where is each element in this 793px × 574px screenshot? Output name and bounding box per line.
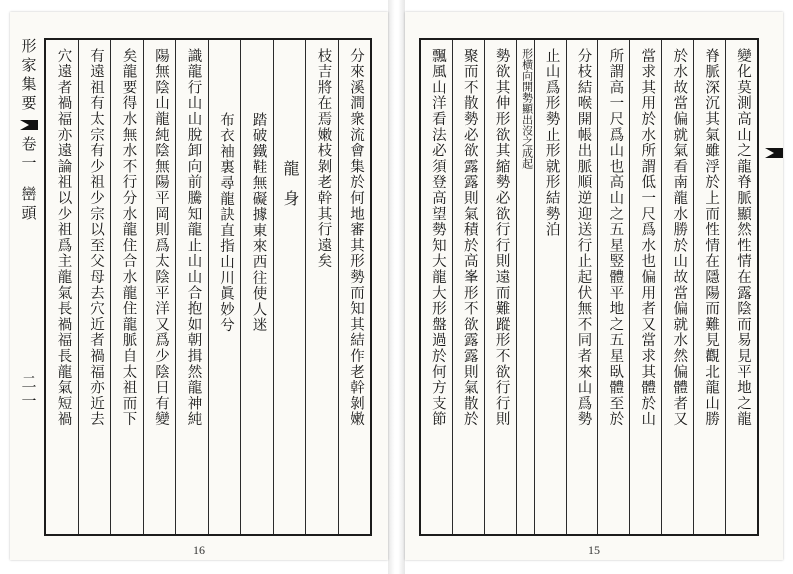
text-column: 分枝結喉開帳出脈順逆迎送行止起伏無不同者來山爲勢: [566, 40, 598, 534]
page-number: 16: [193, 543, 205, 557]
right-page: [405, 12, 783, 560]
section-heading-column: 龍身: [273, 40, 306, 534]
text-column: 止山爲形勢止形就形結勢泊: [534, 40, 566, 534]
folio-number: 二一: [19, 374, 38, 412]
text-column: 枝吉將在焉嫩枝剝老幹其行遠矣: [305, 40, 338, 534]
text-column: 飄風山洋看法必須登高望勢知大龍大形盤過於何方支節: [429, 48, 446, 428]
text-column: 於水故當偏就氣看南龍水勝於山故當偏就水然偏體者又: [661, 40, 693, 534]
page-number: 15: [588, 543, 600, 557]
text-column: 變化莫測高山之龍脊脈顯然性情在露陰而易見平地之龍: [725, 40, 757, 534]
text-column: 聚而不散勢必欲露露則氣積於高峯形不欲露露則氣散於: [452, 40, 484, 534]
fish-tail-mark-icon: [20, 120, 38, 130]
annotation-column: 形横向開勢顯出沒之成起: [516, 40, 534, 534]
volume-label: 卷一: [19, 136, 38, 174]
book-title: 形家集要: [19, 38, 38, 114]
right-text-frame: [419, 38, 759, 536]
fish-tail-mark-icon: [765, 148, 783, 158]
section-label: 巒頭: [19, 186, 38, 224]
left-text-frame: [44, 38, 372, 536]
text-column: 有遠祖有太宗有少祖少宗以至父母去穴近者禍福亦近去: [78, 40, 111, 534]
verse-column: 布衣袖裏尋龍訣直指山川眞妙兮: [208, 40, 241, 534]
text-column: 分來溪澗衆流會集於何地審其形勢而知其結作老幹剝嫩: [338, 40, 371, 534]
text-column: 所謂高一尺爲山也高山之五星竪體平地之五星臥體至於: [597, 40, 629, 534]
verse-column: 踏破鐵鞋無礙據東來西往使人迷: [240, 40, 273, 534]
text-column: 識龍行山山脫卸向前騰知龍止山山合抱如朝揖然龍神純: [175, 40, 208, 534]
text-column: 脊脈深沉其氣雖浮於上而性情在隱陽而難見觀北龍山勝: [693, 40, 725, 534]
left-page: [10, 12, 388, 560]
text-column: 矣龍要得水無水不行分水龍住合水龍住龍脈自太祖而下: [110, 40, 143, 534]
right-margin-strip: [761, 38, 787, 536]
left-margin-strip: [16, 38, 42, 536]
text-column: 勢欲其伸形欲其縮勢必欲行行則遠而難蹤形不欲行行則: [484, 40, 516, 534]
text-column: 陽無陰山龍純陰無陽平岡則爲太陰平洋又爲少陰日有變: [143, 40, 176, 534]
book-gutter: [388, 0, 405, 574]
text-column: 穴遠者禍福亦遠論祖以少祖爲主龍氣長禍福長龍氣短禍: [55, 48, 72, 428]
text-column: 當求其用於水所謂低一尺爲水也偏用者又當求其體於山: [629, 40, 661, 534]
